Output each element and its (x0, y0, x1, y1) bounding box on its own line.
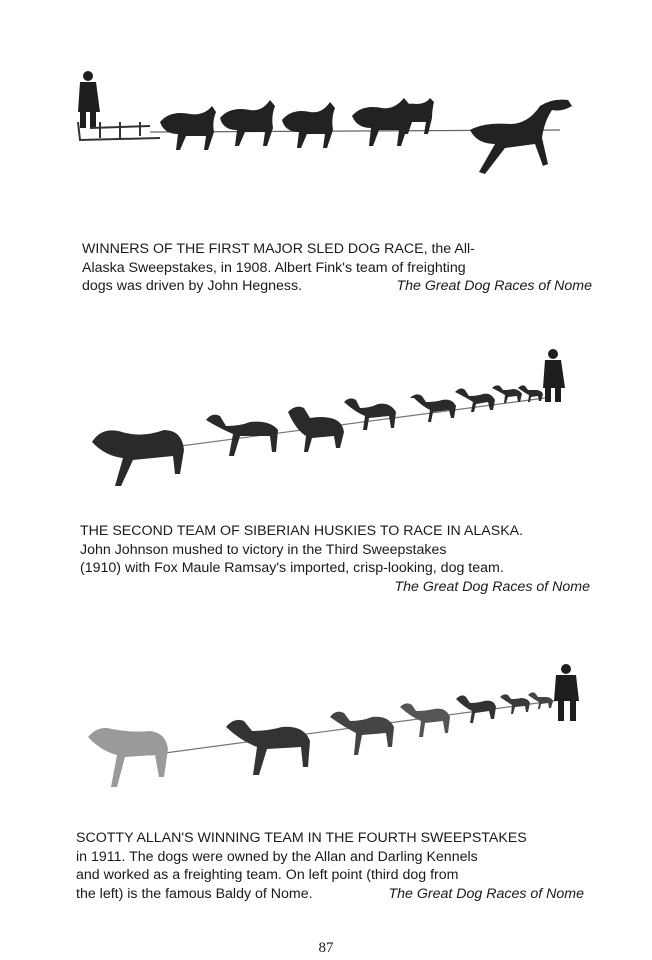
caption-3-line-4: the left) is the famous Baldy of Nome. (76, 885, 313, 902)
dog-team (160, 98, 572, 174)
dog-team (88, 692, 553, 787)
caption-1-line-1: WINNERS OF THE FIRST MAJOR SLED DOG RACE, the All- (82, 241, 475, 257)
caption-2-source: The Great Dog Races of Nome (394, 578, 590, 595)
gangline (150, 398, 545, 450)
photo-siberian-huskies-1910 (0, 340, 652, 500)
caption-2-line-2: John Johnson mushed to victory in the Third Sweepstakes (80, 541, 447, 558)
caption-2-line-1: THE SECOND TEAM OF SIBERIAN HUSKIES TO RACE IN ALASKA. (80, 523, 524, 539)
caption-1-line-3: dogs was driven by John Hegness. (82, 278, 303, 294)
caption-1-source: The Great Dog Races of Nome (396, 278, 592, 294)
caption-plate-1 (82, 240, 592, 296)
caption-3-line-3: and worked as a freighting team. On left point (third dog from (76, 867, 459, 883)
caption-plate-2 (80, 522, 590, 596)
caption-2-line-3: (1910) with Fox Maule Ramsay's imported, crisp-looking, dog team. (80, 560, 504, 576)
caption-1-line-2: Alaska Sweepstakes, in 1908. Albert Fink's team of freighting (82, 259, 466, 276)
photo-sled-team-1908 (0, 60, 652, 200)
dog-team (92, 385, 543, 486)
caption-3-line-1: SCOTTY ALLAN'S WINNING TEAM IN THE FOURTH SWEEPSTAKES (76, 830, 527, 846)
musher-figure (543, 349, 565, 402)
caption-3-source: The Great Dog Races of Nome (388, 885, 584, 902)
photo-scotty-allan-team-1911 (0, 655, 652, 810)
musher-figure (554, 664, 579, 721)
page-number: 87 (318, 940, 334, 956)
caption-3-line-2: in 1911. The dogs were owned by the Allan and Darling Kennels (76, 848, 478, 865)
caption-plate-3 (76, 829, 584, 903)
musher-figure (78, 71, 100, 128)
